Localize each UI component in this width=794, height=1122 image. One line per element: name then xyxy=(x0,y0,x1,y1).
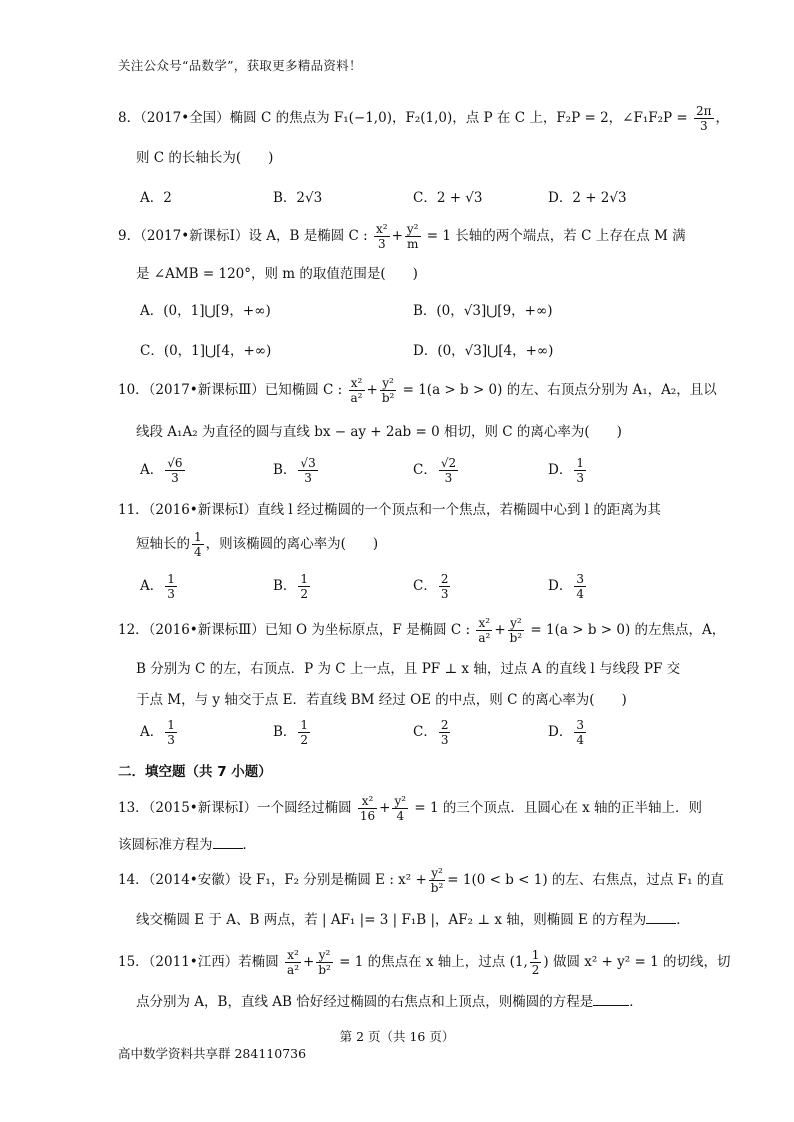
question-15-line-1: 15．（2011•江西）若椭圆 $\frac{\text{x²}}{\text{a²}}$ + $\frac{\text{y²}}{\text{b²}}$ = 1 的焦点在 x 轴上，过点 (1, $\frac{1}{2}$ ) 做圆 x² + y² = 1 的切线，切 xyxy=(118,948,731,977)
q8-angle-fraction: $\frac{2\pi}{3}$ xyxy=(696,104,712,133)
question-11-line-1: 11．（2016•新课标Ⅰ）直线 l 经过椭圆的一个顶点和一个焦点，若椭圆中心到 l 的距离为其 xyxy=(118,502,661,518)
q9-option-b[interactable]: B．(0，√3]⋃[9，+∞) xyxy=(413,303,553,319)
q8-text: 8．（2017•全国）椭圆 C 的焦点为 F₁(−1,0)，F₂(1,0)，点 P 在 C 上，F₂P = 2，∠F₁F₂P = xyxy=(118,110,688,126)
question-9-line-2: 是 ∠AMB = 120°，则 m 的取值范围是( ) xyxy=(136,266,418,282)
q11-option-b[interactable]: B． $\frac{1}{2}$ xyxy=(273,572,309,601)
q13-answer-blank[interactable] xyxy=(213,836,243,849)
q11-option-a[interactable]: A． $\frac{1}{3}$ xyxy=(140,572,175,601)
q14-answer-blank[interactable] xyxy=(646,911,676,924)
q10-option-a[interactable]: A． $\frac{√6}{3}$ xyxy=(140,456,183,485)
q15-answer-blank[interactable] xyxy=(593,993,629,1006)
header-note: 关注公众号“品数学”，获取更多精品资料！ xyxy=(118,58,362,73)
q8-option-d[interactable]: D．2 + 2√3 xyxy=(548,190,627,206)
question-14-line-1: 14．（2014•安徽）设 F₁，F₂ 分别是椭圆 E : x² + $\frac{\text{y²}}{\text{b²}}$ = 1(0 < b < 1) 的左、右焦点，过点 F₁ 的直 xyxy=(118,866,724,895)
q8-option-c[interactable]: C．2 + √3 xyxy=(413,190,483,206)
q9-option-a[interactable]: A．(0，1]⋃[9，+∞) xyxy=(140,303,271,319)
q12-option-d[interactable]: D． $\frac{3}{4}$ xyxy=(548,718,584,747)
section-heading-fill-in: 二．填空题（共 7 小题） xyxy=(118,764,272,780)
q9-option-d[interactable]: D．(0，√3]⋃[4，+∞) xyxy=(413,343,554,359)
q9-option-c[interactable]: C．(0，1]⋃[4，+∞) xyxy=(140,343,272,359)
q12-option-c[interactable]: C． $\frac{2}{3}$ xyxy=(413,718,449,747)
q10-option-c[interactable]: C． $\frac{√2}{3}$ xyxy=(413,456,457,485)
q8-option-b[interactable]: B．2√3 xyxy=(273,190,323,206)
question-13-line-2: 该圆标准方程为 ． xyxy=(118,837,256,853)
q10-option-b[interactable]: B． $\frac{√3}{3}$ xyxy=(273,456,316,485)
question-14-line-2: 线交椭圆 E 于 A、B 两点，若 | AF₁ |= 3 | F₁B |，AF₂ ⊥ x 轴，则椭圆 E 的方程为 ． xyxy=(136,912,690,928)
q12-option-b[interactable]: B． $\frac{1}{2}$ xyxy=(273,718,309,747)
question-10-line-2: 线段 A₁A₂ 为直径的圆与直线 bx − ay + 2ab = 0 相切，则 C 的离心率为( ) xyxy=(136,424,622,440)
question-13-line-1: 13．（2015•新课标Ⅰ）一个圆经过椭圆 $\frac{\text{x²}}{16}$ + $\frac{\text{y²}}{4}$ = 1 的三个顶点．且圆心在 x 轴的正半轴上．则 xyxy=(118,794,703,823)
q10-option-d[interactable]: D． $\frac{1}{3}$ xyxy=(548,456,584,485)
question-11-line-2: 短轴长的 $\frac{1}{4}$ ，则该椭圆的离心率为( ) xyxy=(136,530,379,559)
q11-option-c[interactable]: C． $\frac{2}{3}$ xyxy=(413,572,449,601)
footer-group-info: 高中数学资料共享群 284110736 xyxy=(118,1046,307,1061)
question-12-line-1: 12．（2016•新课标Ⅲ）已知 O 为坐标原点，F 是椭圆 C : $\frac{\text{x²}}{\text{a²}}$ + $\frac{\text{y²}}{\text{b²}}$ = 1(a > b > 0) 的左焦点，A， xyxy=(118,616,726,645)
question-15-line-2: 点分别为 A，B，直线 AB 恰好经过椭圆的右焦点和上顶点，则椭圆的方程是 ． xyxy=(136,994,643,1010)
page-number: 第 2 页（共 16 页） xyxy=(339,1029,455,1044)
q8-option-a[interactable]: A．2 xyxy=(140,190,172,206)
q12-option-a[interactable]: A． $\frac{1}{3}$ xyxy=(140,718,175,747)
question-12-line-3: 于点 M，与 y 轴交于点 E．若直线 BM 经过 OE 的中点，则 C 的离心率为( ) xyxy=(136,692,627,708)
question-12-line-2: B 分别为 C 的左，右顶点．P 为 C 上一点，且 PF ⊥ x 轴，过点 A 的直线 l 与线段 PF 交 xyxy=(136,661,681,677)
question-8-line-1: 8．（2017•全国）椭圆 C 的焦点为 F₁(−1,0)，F₂(1,0)，点 P 在 C 上，F₂P = 2，∠F₁F₂P = $\frac{2\pi}{3}$ ， xyxy=(118,104,730,133)
question-10-line-1: 10．（2017•新课标Ⅲ）已知椭圆 C : $\frac{\text{x²}}{\text{a²}}$ + $\frac{\text{y²}}{\text{b²}}$ = 1(a > b > 0) 的左、右顶点分别为 A₁，A₂，且以 xyxy=(118,376,717,405)
question-8-line-2: 则 C 的长轴长为( ) xyxy=(136,150,274,166)
q11-option-d[interactable]: D． $\frac{3}{4}$ xyxy=(548,572,584,601)
question-9-line-1: 9．（2017•新课标Ⅰ）设 A，B 是椭圆 C : $\frac{\text{x²}}{3}$ + $\frac{\text{y²}}{m}$ = 1 长轴的两个端点，若 C 上存在点 M 满 xyxy=(118,222,686,251)
